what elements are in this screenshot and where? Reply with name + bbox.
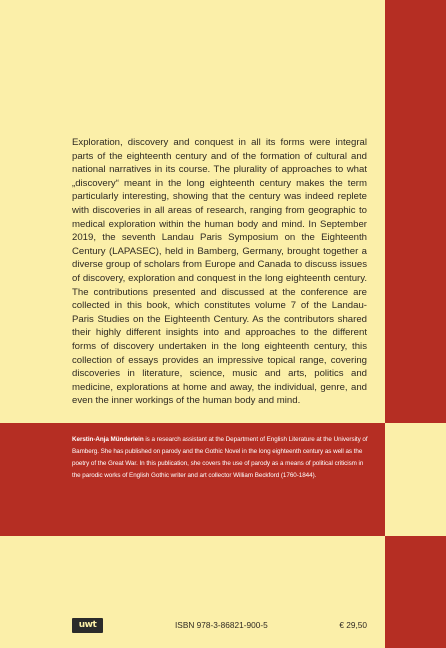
price: € 29,50 [339,620,367,630]
author-bio [72,434,372,482]
author-name: Kerstin-Anja Münderlein [72,436,144,443]
stripe-cream-block [385,423,446,536]
footer [0,618,385,638]
blurb-text: Exploration, discovery and conquest in all its forms were integral parts of the eighteenth century and of the formation of cultural and national narratives in its course. The plurality of approaches to what „discovery“ meant in the long eighteenth century makes the term particularly interesting, showing that the century was indeed replete with discoveries in all areas of research, ranging from geographic to medical exploration within the human body and mind. In September 2019, the seventh Landau Paris Symposium on the Eighteenth Century (LAPASEC), held in Bamberg, Germany, brought together a diverse group of scholars from Europe and Canada to discuss issues of discovery, exploration and conquest in the long eighteenth century. The contributions presented and discussed at the conference are collected in this book, which constitutes volume 7 of the Landau-Paris Studies on the Eighteenth Century. As the contributors shared their highly different insights into and approaches to the different forms of discovery undertaken in the long eighteenth century, this collection of essays provides an impressive topical range, covering discoveries in literature, science, music and arts, politics and medicine, explorations at home and away, the individual, genre, and even the inner workings of the human body and mind. [72,137,367,407]
isbn: ISBN 978-3-86821-900-5 [175,620,268,630]
author-band [0,423,385,536]
red-stripe-bottom [385,536,446,648]
author-bio-text: is a research assistant at the Department of English Literature at the University of Bamberg. She has published on parody and the Gothic Novel in the long eighteenth century as well as the poetry of the Great War. In this publication, she covers the use of parody as a means of political criticism in the parodic works of English Gothic writer and art collector William Beckford (1760-1844). [72,436,368,479]
red-stripe-top [385,0,446,423]
publisher-logo: uwt [72,618,103,633]
